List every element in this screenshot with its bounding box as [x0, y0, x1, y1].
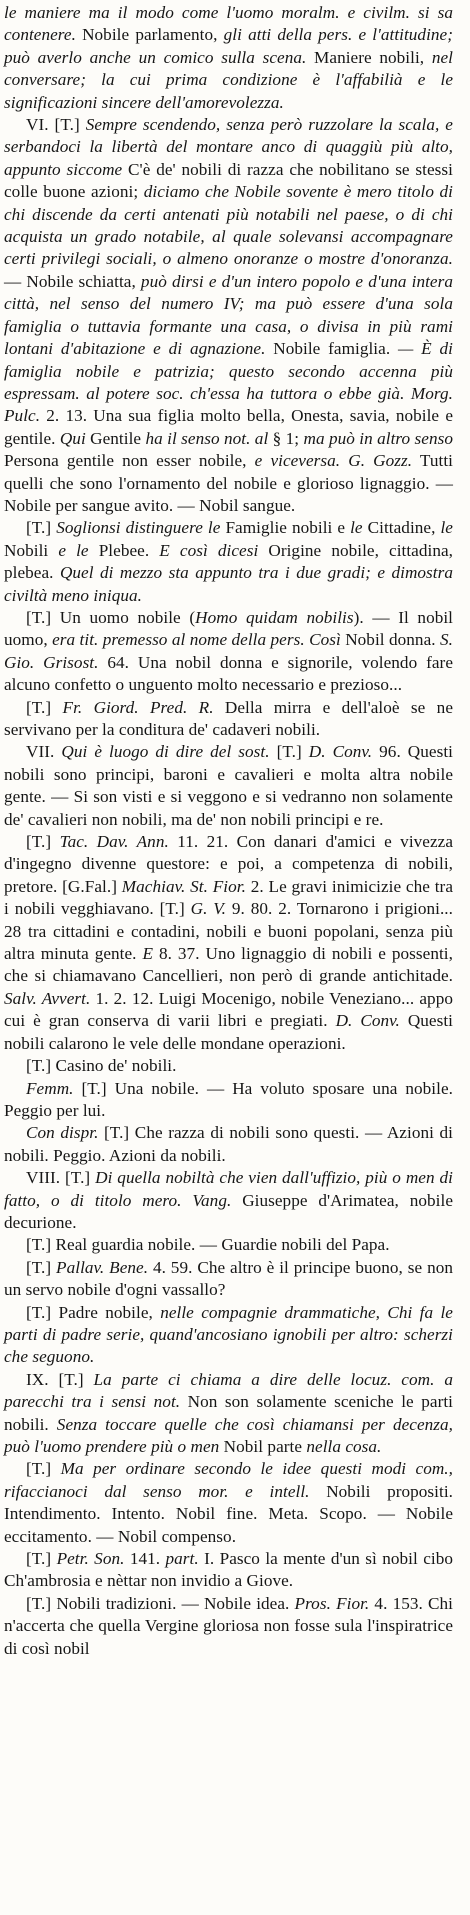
italic-run: Machiav. St. Fior.	[121, 876, 246, 896]
roman-run: 2. Le gravi inimicizie che tra i nobili vegghiavano. [T.]	[4, 876, 453, 919]
italic-run: nelle compagnie drammatiche, Chi fa le parti di padre serie, quand'ancosiano ignobili per altro: scherzi che seguono.	[4, 1302, 453, 1367]
italic-run: può dirsi e d'un intero popolo e d'una intera città, nel senso del numero IV; ma può essere d'una sola famiglia o tuttavia formante una casa, o divisa in più rami lontani d'abitazione e di agnazione.	[4, 271, 453, 359]
entry-paragraph	[4, 741, 453, 831]
entry-paragraph	[4, 1167, 453, 1234]
italic-run: G. V.	[190, 899, 226, 919]
italic-run: ha il senso not. al	[145, 428, 269, 448]
roman-run: ). — Il nobil uomo,	[4, 607, 454, 650]
roman-run: 9. 80. 2. Tornarono i prigioni... 28 tra cittadini e contadini, nobili e buoni popolani, senza più altra minuta gente.	[4, 899, 454, 964]
roman-run: Nobili propositi. Intendimento. Intento. Nobil fine. Meta. Scopo. — Nobile eccitamento. — Nobil compenso.	[4, 1481, 453, 1546]
roman-run: 1. 2. 12. Luigi Mocenigo, nobile Veneziano... appo cui è gran conserva di varii libri e pregiati.	[4, 988, 453, 1031]
italic-run: nel conversare; la cui prima condizione è l'affabilià e le significazioni sincere dell'amorevolezza.	[4, 47, 454, 112]
roman-run: [T.]	[269, 742, 309, 762]
roman-run: IX. [T.]	[26, 1369, 94, 1389]
roman-run: C'è de' nobili di razza che nobilitano se stessi colle buone azioni;	[4, 159, 453, 202]
italic-run: Di quella nobiltà che vien dall'uffizio, più o men di fatto, o di titolo mero. Vang.	[4, 1168, 453, 1210]
entry-paragraph	[4, 1302, 453, 1369]
roman-run: Tutti quelli che sono l'ornamento del nobile e glorioso lignaggio. — Nobile per sangue avito. — Nobil sangue.	[4, 451, 453, 515]
roman-run: [T.] Real guardia nobile. — Guardie nobili del Papa.	[26, 1235, 390, 1255]
roman-run: Della mirra e dell'aloè se ne servivano per la conditura de' cadaveri nobili.	[4, 697, 453, 739]
roman-run: VII.	[26, 742, 62, 762]
italic-run: Tac. Dav. Ann.	[59, 832, 169, 852]
roman-run: Nobile parlamento,	[75, 25, 224, 45]
roman-run: [T.] Che razza di nobili sono questi. — Azioni di nobili. Peggio. Azioni da nobili.	[4, 1123, 453, 1165]
italic-run: Qui è luogo di dire del sost.	[61, 742, 270, 762]
entry-paragraph	[4, 1369, 453, 1459]
entry-paragraph	[4, 1122, 453, 1167]
entry-paragraph	[4, 607, 453, 697]
entry-paragraph	[4, 1593, 453, 1660]
italic-run: e viceversa. G. Gozz.	[254, 451, 413, 471]
italic-run: E così dicesi	[159, 540, 259, 560]
italic-run: Con dispr.	[26, 1123, 99, 1143]
italic-run: — È di famiglia nobile e patrizia; questo secondo accenna più espressam. al potere soc. ch'essa ha tuttora o ebbe già. Morg. Pulc.	[4, 339, 453, 426]
italic-run: D. Conv.	[308, 742, 373, 762]
entry-head-paragraph	[4, 2, 453, 114]
roman-run: 141.	[124, 1549, 166, 1569]
roman-run: Persona gentile non esser nobile,	[4, 451, 255, 471]
italic-run: Ma per ordinare secondo le idee questi modi com., rifaccianoci dal senso mor. e intell.	[4, 1459, 453, 1501]
italic-run: Pros. Fior.	[294, 1593, 370, 1613]
roman-run: Non son solamente sceniche le parti nobili.	[4, 1392, 453, 1434]
roman-run: Nobili	[4, 540, 59, 560]
roman-run: 11. 21. Con danari d'amici e vivezza d'ingegno divenne questore: e poi, a competenza di nobili, pretore. [G.Fal.]	[4, 832, 454, 896]
italic-run: Femm.	[26, 1078, 74, 1098]
roman-run: [T.] Una nobile. — Ha voluto sposare una nobile. Peggio per lui.	[4, 1078, 453, 1120]
italic-run: nella cosa.	[306, 1437, 382, 1456]
roman-run: Nobile famiglia.	[265, 339, 398, 359]
roman-run: — Nobile schiatta,	[4, 271, 141, 291]
entry-paragraph	[4, 831, 453, 1055]
roman-run: § 1;	[268, 428, 304, 448]
roman-run: VI. [T.]	[26, 115, 86, 135]
roman-run: [T.] Padre nobile,	[26, 1302, 161, 1322]
roman-run: VIII. [T.]	[26, 1168, 96, 1188]
italic-run: le	[440, 518, 453, 538]
entry-paragraph	[4, 1548, 453, 1593]
italic-run: Pallav. Bene.	[56, 1257, 149, 1277]
italic-run: Soglionsi distinguere le	[56, 518, 221, 538]
roman-run: Nobil parte	[219, 1437, 307, 1456]
roman-run: Famiglie nobili e	[220, 518, 351, 538]
italic-run: part.	[165, 1549, 199, 1569]
roman-run: 4. 153. Chi n'accerta che quella Vergine gloriosa non fosse sula l'inspiratrice di così nobil	[4, 1593, 453, 1658]
roman-run: [T.]	[26, 832, 60, 852]
italic-run: era tit. premesso al nome della pers. Così	[52, 630, 341, 650]
entry-paragraph	[4, 697, 453, 742]
roman-run: [T.] Nobili tradizioni. — Nobile idea.	[26, 1593, 295, 1613]
roman-run: Plebee.	[88, 540, 160, 560]
entry-sections	[4, 114, 453, 1660]
italic-run: Salv. Avvert.	[4, 988, 91, 1008]
italic-run: gli atti della pers. e l'attitudine; può averlo anche un comico sulla scena.	[4, 25, 453, 67]
roman-run: [T.]	[26, 518, 57, 538]
italic-run: Sempre scendendo, senza però ruzzolare la scala, e serbandoci la libertà del montare anco di quaggiù più alto, appunto siccome	[4, 115, 453, 179]
roman-run: Nobil donna.	[340, 630, 440, 650]
italic-run: S. Gio. Grisost.	[4, 630, 453, 672]
italic-run: le	[350, 518, 363, 538]
entry-paragraph	[4, 114, 453, 517]
roman-run: 96. Questi nobili sono principi, baroni e cavalieri e molta altra nobile gente. — Si son visti e si veggono e si vedranno non solamente de' cavalieri non nobili, ma de' non nobili principi e re.	[4, 742, 453, 829]
entry-column	[4, 2, 453, 1660]
italic-run: Petr. Son.	[56, 1549, 125, 1569]
italic-run: Fr. Giord. Pred. R.	[62, 697, 214, 717]
roman-run: Giuseppe d'Arimatea, nobile decurione.	[4, 1190, 453, 1232]
italic-run: D. Conv.	[335, 1011, 400, 1031]
roman-run: Origine nobile, cittadina, plebea.	[4, 540, 453, 583]
roman-run: Questi nobili calarono le vele delle mondane operazioni.	[4, 1011, 453, 1053]
roman-run: 4. 59. Che altro è il principe buono, se non un servo nobile d'ogni vassallo?	[4, 1257, 453, 1300]
italic-run: Qui	[59, 428, 86, 448]
italic-run: ma può in altro senso	[303, 428, 453, 448]
entry-paragraph	[4, 1458, 453, 1548]
roman-run: [T.] Casino de' nobili.	[26, 1056, 177, 1076]
roman-run: I. Pasco la mente d'un sì nobil cibo Ch'ambrosia e nèttar non invidio a Giove.	[4, 1549, 454, 1591]
roman-run: [T.]	[26, 1549, 57, 1569]
entry-paragraph	[4, 517, 453, 607]
italic-run: e le	[58, 540, 89, 560]
italic-run: La parte ci chiama a dire delle locuz. com. a parecchi tra i sensi not.	[4, 1369, 453, 1412]
roman-run: [T.]	[26, 1257, 57, 1277]
roman-run: [T.]	[26, 1459, 61, 1479]
italic-run: diciamo che Nobile sovente è mero titolo di chi discende da certi antenati più notabili nel paese, o di chi acquista un grado notabile, al quale solevansi accompagnare certi privilegi sociali, o almeno onoranze o mostre d'onoranza.	[4, 182, 453, 269]
entry-paragraph	[4, 1055, 453, 1077]
roman-run: Cittadine,	[362, 518, 441, 538]
italic-run: E	[142, 944, 154, 964]
roman-run: [T.]	[26, 697, 63, 717]
roman-run: Maniere nobili,	[306, 47, 432, 67]
roman-run: 64. Una nobil donna e signorile, volendo fare alcuno confetto o unguento molto necessario e prezioso...	[4, 652, 453, 695]
italic-run: le maniere ma il modo come l'uomo moralm. e civilm. si sa contenere.	[4, 3, 453, 45]
entry-paragraph	[4, 1257, 453, 1302]
entry-paragraph	[4, 1234, 453, 1256]
roman-run: [T.] Un uomo nobile (	[26, 607, 196, 627]
entry-paragraph	[4, 1078, 453, 1123]
italic-run: Senza toccare quelle che così chiamansi per decenza, può l'uomo prendere più o men	[4, 1414, 453, 1456]
italic-run: Quel di mezzo sta appunto tra i due gradi; e dimostra civiltà meno iniqua.	[4, 563, 453, 605]
italic-run: Homo quidam nobilis	[195, 607, 354, 627]
roman-run: Gentile	[85, 428, 146, 448]
roman-run: 2. 13. Una sua figlia molto bella, Onesta, savia, nobile e gentile.	[4, 406, 453, 448]
roman-run: 8. 37. Uno lignaggio di nobili e possenti, che si chiamavano Cancellieri, non però di grande antichitade.	[4, 944, 453, 986]
